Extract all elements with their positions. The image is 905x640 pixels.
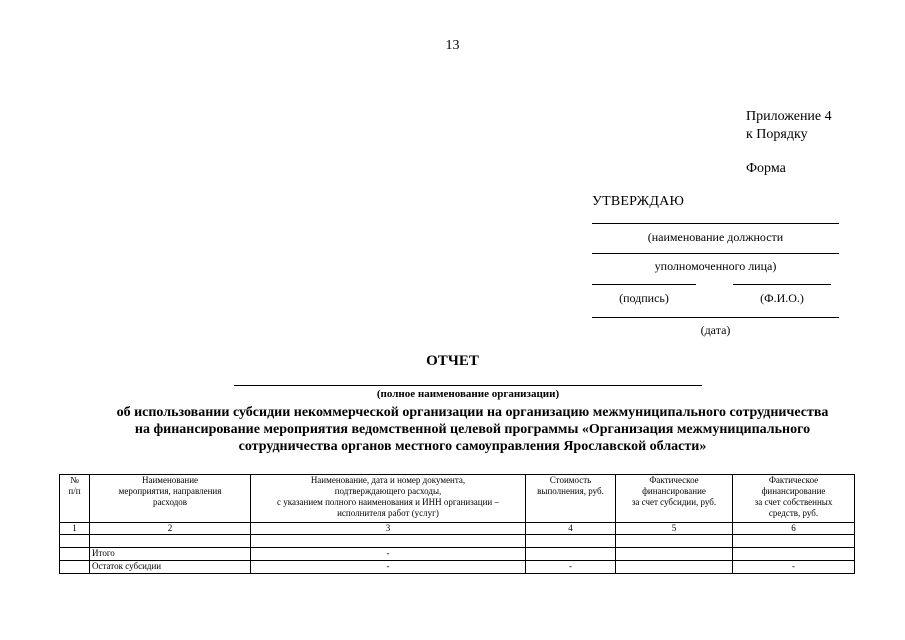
page-number: 13	[445, 38, 460, 53]
table-cell	[90, 535, 251, 548]
table-cell	[251, 535, 526, 548]
report-subtitle-line-3: сотрудничества органов местного самоуправления Ярославской области»	[238, 439, 707, 454]
total-label: Итого	[90, 548, 251, 561]
column-number: 4	[526, 523, 616, 535]
table-cell	[60, 535, 90, 548]
column-number: 6	[733, 523, 855, 535]
form-label: Форма	[746, 161, 786, 176]
table-cell: -	[733, 561, 855, 574]
organization-caption: (полное наименование организации)	[376, 388, 560, 400]
header-own-line-4: средств, руб.	[768, 508, 819, 518]
header-own-line-1: Фактическое	[768, 475, 819, 485]
header-number-line-2: п/п	[68, 486, 81, 496]
date-line	[592, 317, 839, 318]
name-caption: (Ф.И.О.)	[760, 291, 804, 305]
header-cost	[526, 475, 616, 523]
position-line	[592, 223, 839, 224]
header-document	[251, 475, 526, 523]
header-cost-line-2: выполнения, руб.	[537, 486, 604, 496]
header-own-line-3: за счет собственных	[754, 497, 833, 507]
header-subsidy-line-2: финансирование	[642, 486, 706, 496]
report-subtitle-line-2: на финансирование мероприятия ведомственной целевой программы «Организация межмуниципального	[134, 422, 811, 437]
header-cost-line-1: Стоимость	[549, 475, 592, 485]
report-subtitle-line-1: об использовании субсидии некоммерческой организации на организацию межмуниципального сотрудничества	[116, 405, 829, 420]
header-activity-line-2: мероприятия, направления	[118, 486, 222, 496]
name-line	[733, 284, 831, 285]
position-line-2	[592, 253, 839, 254]
header-document-line-1: Наименование, дата и номер документа,	[310, 475, 466, 485]
header-number	[60, 475, 90, 523]
header-subsidy-line-1: Фактическое	[649, 475, 699, 485]
header-own-financing	[733, 475, 855, 523]
table-cell	[616, 561, 733, 574]
signature-caption: (подпись)	[619, 291, 669, 305]
column-numbers-row	[60, 523, 855, 535]
table-header-row	[60, 475, 855, 523]
position-caption-2: уполномоченного лица)	[654, 259, 777, 273]
report-table	[59, 474, 855, 574]
table-cell	[616, 548, 733, 561]
header-activity	[90, 475, 251, 523]
column-number: 2	[90, 523, 251, 535]
column-number: 5	[616, 523, 733, 535]
table-cell	[733, 548, 855, 561]
approval-heading: УТВЕРЖДАЮ	[592, 194, 685, 209]
header-document-line-3: с указанием полного наименования и ИНН организации –	[277, 497, 499, 507]
header-own-line-2: финансирование	[761, 486, 826, 496]
table-cell	[526, 535, 616, 548]
header-document-line-4: исполнителя работ (услуг)	[337, 508, 439, 518]
column-number: 3	[251, 523, 526, 535]
date-caption: (дата)	[700, 323, 731, 337]
table-cell: -	[251, 561, 526, 574]
header-subsidy-line-3: за счет субсидии, руб.	[631, 497, 717, 507]
table-cell	[616, 535, 733, 548]
organization-line	[234, 385, 702, 386]
appendix-reference: к Порядку	[746, 127, 808, 142]
balance-label: Остаток субсидии	[90, 561, 251, 574]
table-cell	[733, 535, 855, 548]
table-cell: -	[526, 561, 616, 574]
table-cell	[526, 548, 616, 561]
signature-line	[592, 284, 696, 285]
header-activity-line-1: Наименование	[141, 475, 199, 485]
column-number: 1	[60, 523, 90, 535]
balance-row	[60, 561, 855, 574]
header-number-line-1: №	[70, 475, 79, 485]
position-caption: (наименование должности	[647, 230, 784, 244]
total-row	[60, 548, 855, 561]
report-title: ОТЧЕТ	[426, 353, 479, 369]
table-cell	[60, 561, 90, 574]
table-cell: -	[251, 548, 526, 561]
header-activity-line-3: расходов	[152, 497, 188, 507]
table-cell	[60, 548, 90, 561]
table-row	[60, 535, 855, 548]
appendix-label: Приложение 4	[746, 109, 832, 124]
header-subsidy-financing	[616, 475, 733, 523]
header-document-line-2: подтверждающего расходы,	[334, 486, 442, 496]
